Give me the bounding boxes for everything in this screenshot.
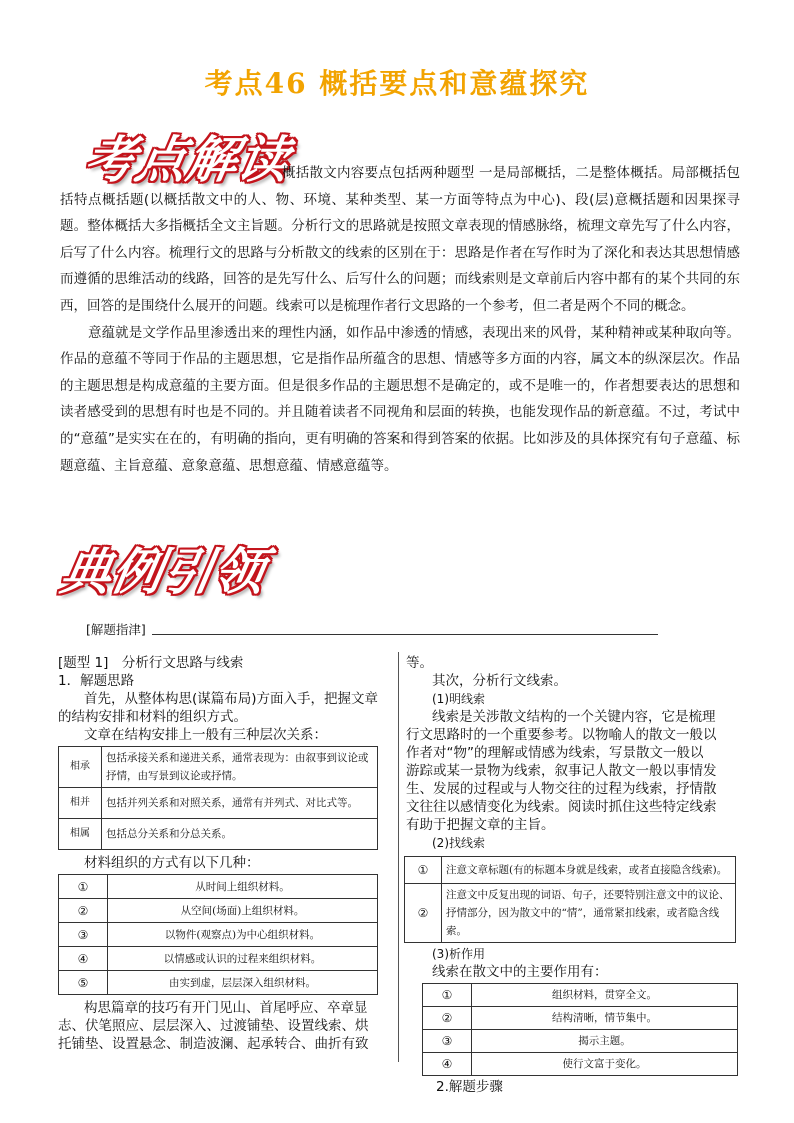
- text-line: 托铺垫、设置悬念、制造波澜、起承转合、曲折有致: [58, 1036, 369, 1052]
- text-line: 材料组织的方式有以下几种：: [84, 855, 260, 871]
- guide-underline: [152, 634, 658, 635]
- table-cell-number: ⑤: [59, 971, 108, 995]
- text-line: 文章在结构安排上一般有三种层次关系：: [84, 727, 327, 743]
- text-line: 线索在散文中的主要作用有：: [432, 964, 608, 980]
- table-cell-value: 组织材料，贯穿全文。: [472, 984, 738, 1007]
- table-cell-number: ③: [59, 923, 108, 947]
- text-line: 其次，分析行文线索。: [432, 673, 567, 689]
- intro-paragraph-1: 概括散文内容要点包括两种题型 一是局部概括，二是整体概括。局部概括包括特点概括题(以概括散文中的人、物、环境、某种类型、某一方面等特点为中心)、段(层)意概括题和因果探寻题。整体概括大多指概括全文主旨题。分析行文的思路就是按照文章表现的情感脉络，梳理文章先写了什么内容，后写了什么内容。梳理行文的思路与分析散文的线索的区别在于：思路是作者在写作时为了深化和表达其思想情感而遵循的思维活动的线路，回答的是先写什么、后写什么的问题；而线索则是文章前后内容中都有的某个共同的东西，回答的是围绕什么展开的问题。线索可以是梳理作者行文思路的一个参考，但二者是两个不同的概念。: [60, 165, 740, 314]
- table-cell-value: 使行文富于变化。: [472, 1053, 738, 1076]
- table-cell-number: ①: [423, 984, 472, 1007]
- steps-heading: 2.解题步骤: [436, 1079, 503, 1095]
- text-line: 线索是关涉散文结构的一个关键内容，它是梳理: [432, 709, 716, 725]
- material-table: [58, 874, 378, 995]
- table-row: [59, 819, 378, 850]
- table-cell-value: 以情感或认识的过程来组织材料。: [108, 947, 378, 971]
- table-cell-value: 从时间上组织材料。: [108, 875, 378, 899]
- question-type-heading: [题型 1] 分析行文思路与线索: [58, 655, 244, 671]
- table-cell-value: 注意文中反复出现的词语、句子，还要特别注意文中的议论、抒情部分，因为散文中的“情”，通常紧扣线索，或者隐含线索。: [442, 884, 736, 943]
- text-line: 作者对“物”的理解或情感为线索，写景散文一般以: [406, 745, 704, 761]
- table-cell-number: ②: [405, 884, 442, 943]
- text-line: 游踪或某一景物为线索，叙事记人散文一般以事情发: [406, 763, 717, 779]
- table-cell-number: ①: [59, 875, 108, 899]
- structure-table: [58, 746, 378, 850]
- right-column: [406, 654, 738, 1096]
- table-row: [59, 947, 378, 971]
- table-cell-number: ④: [423, 1053, 472, 1076]
- text-line: 生、发展的过程或与人物交往的过程为线索，抒情散: [406, 781, 717, 797]
- intro-text: [60, 160, 740, 479]
- table-row: [423, 1007, 738, 1030]
- intro-paragraph-2: 意蕴就是文学作品里渗透出来的理性内涵，如作品中渗透的情感，表现出来的风骨，某种精神或某种取向等。作品的意蕴不等同于作品的主题思想，它是指作品所蕴含的思想、情感等多方面的内容，属文本的纵深层次。作品的主题思想是构成意蕴的主要方面。但是很多作品的主题思想不是确定的，或不是唯一的，作者想要表达的思想和读者感受到的思想有时也是不同的。并且随着读者不同视角和层面的转换，也能发现作品的新意蕴。不过，考试中的“意蕴”是实实在在的，有明确的指向，更有明确的答案和得到答案的依据。比如涉及的具体探究有句子意蕴、标题意蕴、主旨意蕴、意象意蕴、思想意蕴、情感意蕴等。: [60, 324, 740, 474]
- table-cell-value: 揭示主题。: [472, 1030, 738, 1053]
- table-row: [423, 1030, 738, 1053]
- table-cell-key: 相承: [59, 747, 102, 788]
- text-line: 的结构安排和材料的组织方式。: [58, 709, 247, 725]
- page-title: 考点46 概括要点和意蕴探究: [204, 67, 590, 100]
- table-cell-value: 从空间(场面)上组织材料。: [108, 899, 378, 923]
- clue-table: [404, 856, 736, 943]
- table-cell-value: 包括并列关系和对照关系，通常有并列式、对比式等。: [102, 788, 378, 819]
- section-banner-examples: 典例引领: [56, 542, 271, 601]
- table-row: [59, 747, 378, 788]
- table-cell-number: ③: [423, 1030, 472, 1053]
- table-row: [59, 923, 378, 947]
- table-row: [59, 875, 378, 899]
- clue-function-table: [422, 983, 738, 1076]
- table-cell-value: 结构清晰，情节集中。: [472, 1007, 738, 1030]
- table-row: [405, 884, 736, 943]
- table-cell-value: 由实到虚，层层深入组织材料。: [108, 971, 378, 995]
- text-line: 有助于把握文章的主旨。: [406, 817, 555, 833]
- approach-heading: 1．解题思路: [58, 673, 135, 689]
- subheading: (2)找线索: [432, 836, 485, 850]
- text-line: 首先，从整体构思(谋篇布局)方面入手，把握文章: [84, 691, 379, 707]
- table-cell-value: 以物件(观察点)为中心组织材料。: [108, 923, 378, 947]
- table-cell-key: 相属: [59, 819, 102, 850]
- table-row: [59, 971, 378, 995]
- text-line: 构思篇章的技巧有开门见山、首尾呼应、卒章显: [84, 1000, 368, 1016]
- table-cell-value: 包括承接关系和递进关系，通常表现为：由叙事到议论或抒情，由写景到议论或抒情。: [102, 747, 378, 788]
- table-cell-number: ②: [59, 899, 108, 923]
- table-cell-number: ②: [423, 1007, 472, 1030]
- table-row: [423, 1053, 738, 1076]
- subheading: (3)析作用: [432, 947, 485, 961]
- table-cell-value: 注意文章标题(有的标题本身就是线索，或者直接隐含线索)。: [442, 857, 736, 884]
- subheading: (1)明线索: [432, 692, 485, 706]
- table-cell-number: ④: [59, 947, 108, 971]
- text-line: 行文思路时的一个重要参考。以物喻人的散文一般以: [406, 727, 717, 743]
- table-row: [59, 899, 378, 923]
- table-cell-value: 包括总分关系和分总关系。: [102, 819, 378, 850]
- guide-label: [解题指津]: [86, 622, 146, 637]
- table-cell-number: ①: [405, 857, 442, 884]
- table-row: [405, 857, 736, 884]
- column-divider: [398, 652, 399, 1062]
- text-line: 文往往以感情变化为线索。阅读时抓住这些特定线索: [406, 799, 717, 815]
- text-line: 等。: [406, 655, 433, 671]
- table-cell-key: 相并: [59, 788, 102, 819]
- text-line: 志、伏笔照应、层层深入、过渡铺垫、设置线索、烘: [58, 1018, 369, 1034]
- left-column: [58, 654, 384, 1053]
- table-row: [59, 788, 378, 819]
- table-row: [423, 984, 738, 1007]
- section-banner-interpretation: 考点解读: [80, 130, 295, 189]
